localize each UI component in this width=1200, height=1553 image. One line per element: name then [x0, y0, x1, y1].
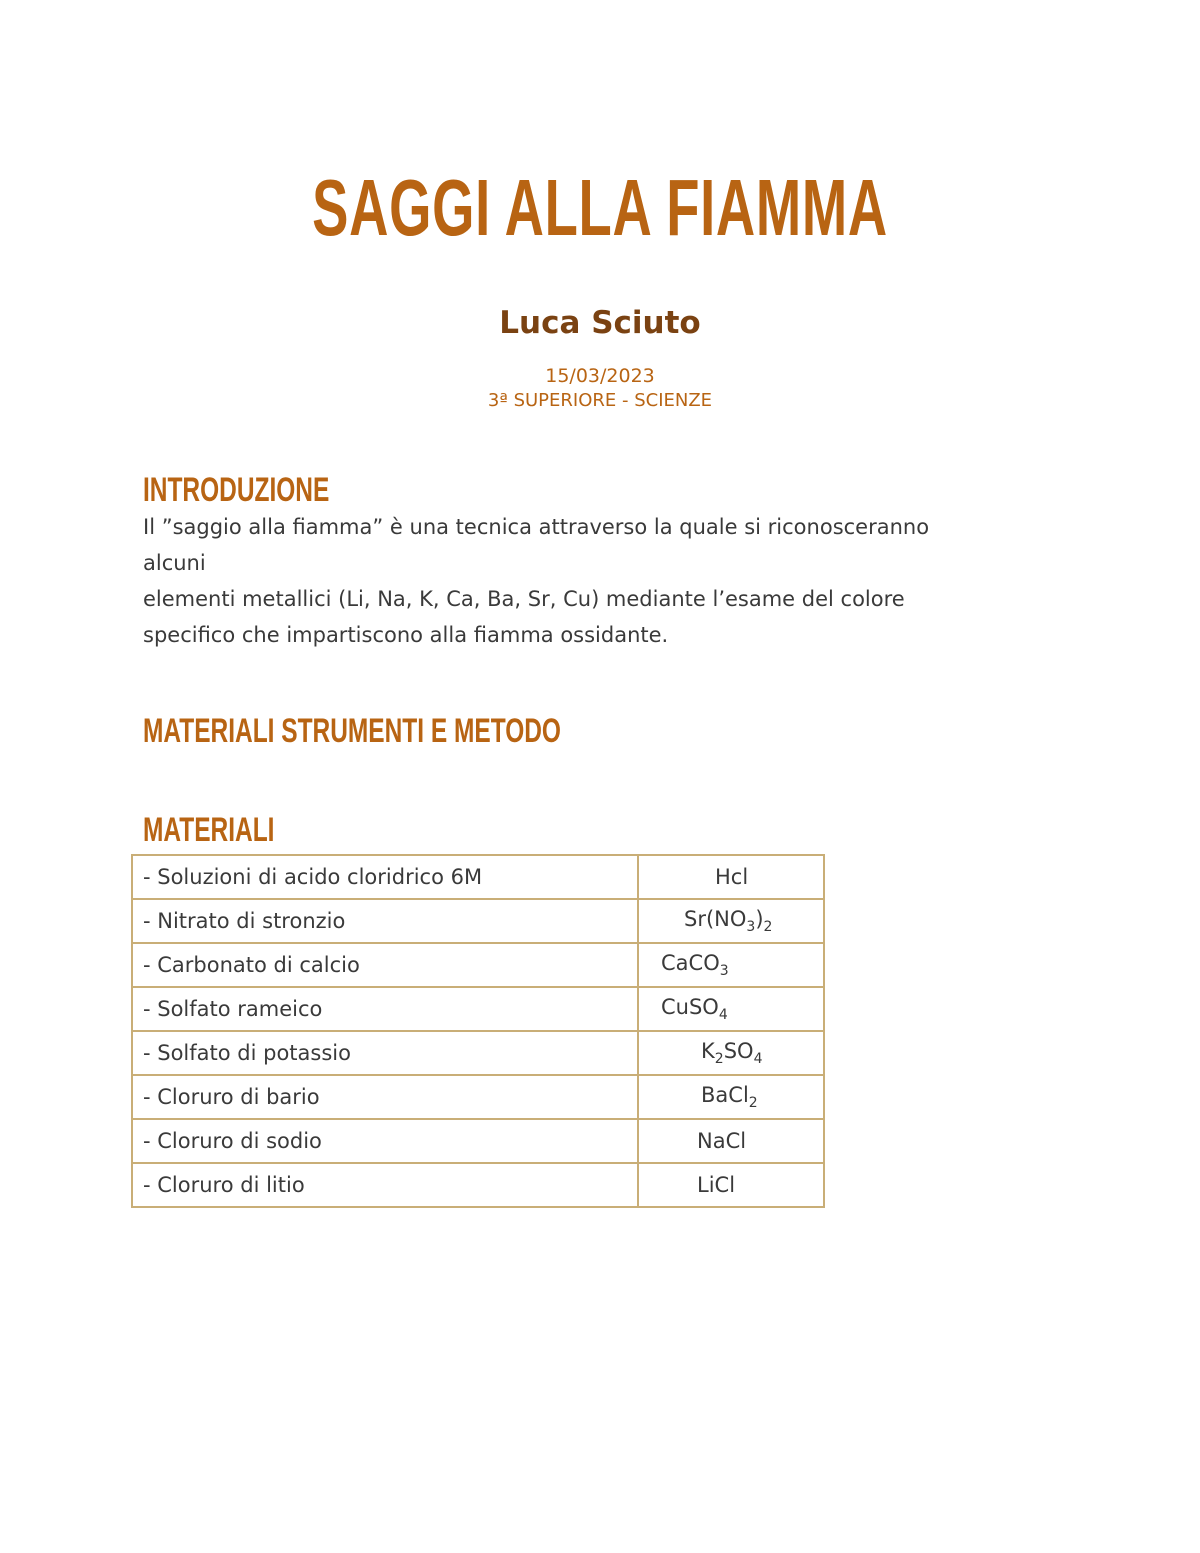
document-date: 15/03/2023	[545, 365, 655, 387]
table-row	[132, 1119, 824, 1163]
material-name: - Cloruro di litio	[132, 1163, 638, 1207]
chemical-formula	[649, 1129, 746, 1153]
intro-line: alcuni	[143, 551, 206, 575]
formula-text: Hcl	[715, 865, 749, 889]
table-row	[132, 987, 824, 1031]
material-formula	[638, 987, 824, 1031]
chemical-formula	[649, 865, 748, 889]
material-name: - Cloruro di bario	[132, 1075, 638, 1119]
material-name: - Carbonato di calcio	[132, 943, 638, 987]
table-row	[132, 899, 824, 943]
material-formula	[638, 943, 824, 987]
material-name: - Nitrato di stronzio	[132, 899, 638, 943]
material-formula	[638, 1119, 824, 1163]
formula-subscript: 2	[748, 1095, 758, 1112]
material-formula	[638, 1075, 824, 1119]
formula-text: LiCl	[697, 1173, 736, 1197]
formula-text: )	[755, 906, 764, 931]
chemical-formula	[649, 951, 729, 979]
formula-subscript: 3	[719, 963, 729, 980]
formula-text: CuSO	[661, 994, 719, 1019]
formula-text: SO	[723, 1038, 754, 1063]
table-row	[132, 1031, 824, 1075]
chemical-formula	[649, 1173, 735, 1197]
material-formula	[638, 1163, 824, 1207]
table-row	[132, 943, 824, 987]
formula-subscript: 2	[714, 1051, 724, 1068]
intro-line: elementi metallici (Li, Na, K, Ca, Ba, Sr, Cu) mediante l’esame del colore	[143, 587, 905, 611]
formula-subscript: 2	[763, 919, 773, 936]
formula-text: K	[701, 1038, 715, 1063]
materials-heading: MATERIALI	[143, 811, 275, 849]
material-formula	[638, 899, 824, 943]
document-title: SAGGI ALLA FIAMMA	[312, 163, 888, 252]
material-name: - Cloruro di sodio	[132, 1119, 638, 1163]
methods-section-heading: MATERIALI STRUMENTI E METODO	[143, 712, 561, 750]
intro-line: Il ”saggio alla fiamma” è una tecnica attraverso la quale si riconosceranno	[143, 515, 930, 539]
material-name: - Solfato rameico	[132, 987, 638, 1031]
table-row	[132, 1163, 824, 1207]
formula-text: NaCl	[697, 1129, 747, 1153]
materials-table	[131, 854, 825, 1208]
intro-line: specifico che impartiscono alla fiamma ossidante.	[143, 623, 669, 647]
material-name: - Soluzioni di acido cloridrico 6M	[132, 855, 638, 899]
chemical-formula	[649, 1083, 758, 1111]
material-name: - Solfato di potassio	[132, 1031, 638, 1075]
formula-subscript: 3	[746, 919, 756, 936]
formula-text: BaCl	[701, 1082, 749, 1107]
table-row	[132, 855, 824, 899]
introduction-text	[143, 509, 1063, 653]
introduction-heading: INTRODUZIONE	[143, 471, 330, 509]
material-formula	[638, 1031, 824, 1075]
formula-text: CaCO	[661, 950, 720, 975]
chemical-formula	[649, 995, 728, 1023]
author-name: Luca Sciuto	[499, 305, 701, 341]
formula-text: Sr(NO	[684, 906, 747, 931]
table-row	[132, 1075, 824, 1119]
class-subject: 3ª SUPERIORE - SCIENZE	[487, 390, 713, 411]
chemical-formula	[649, 907, 772, 935]
materials-table-body	[132, 855, 824, 1207]
material-formula	[638, 855, 824, 899]
formula-subscript: 4	[753, 1051, 763, 1068]
chemical-formula	[649, 1039, 762, 1067]
formula-subscript: 4	[718, 1007, 728, 1024]
